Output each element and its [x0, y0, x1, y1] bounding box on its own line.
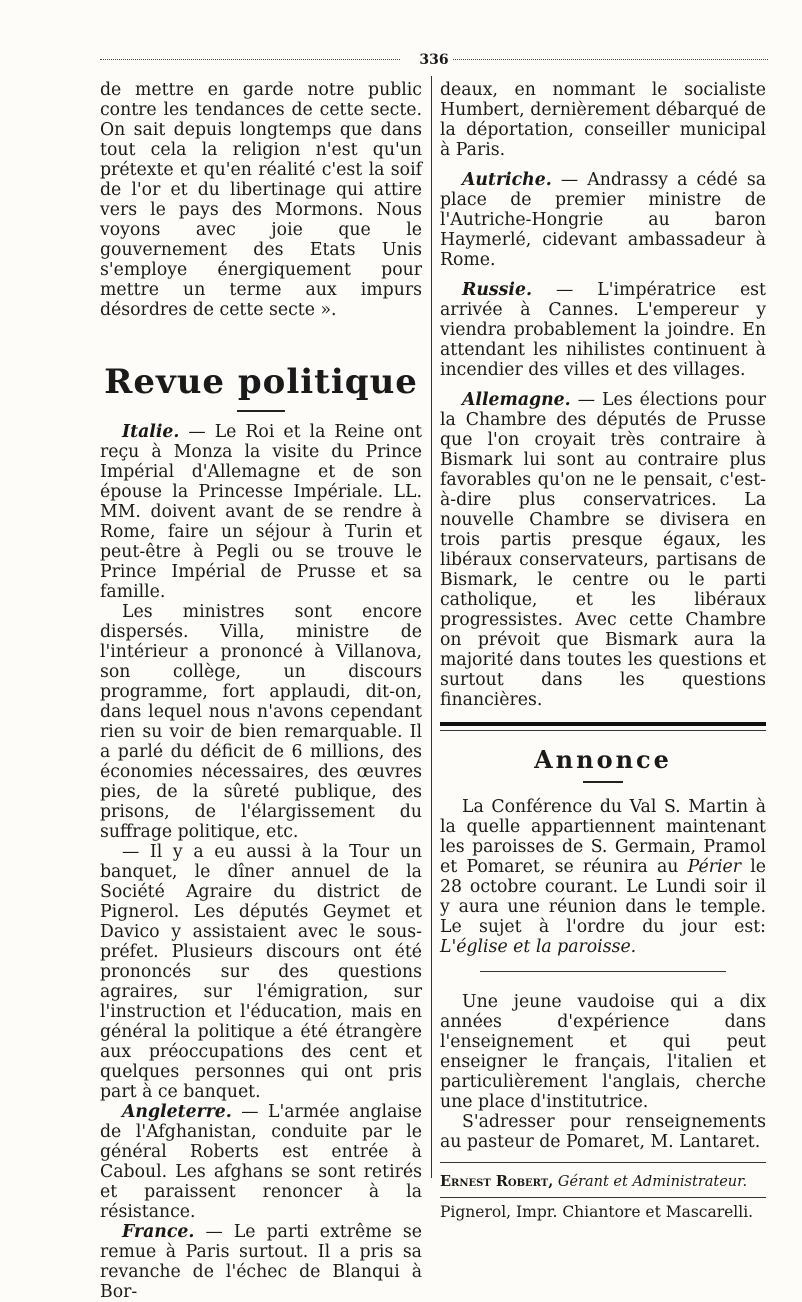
autriche-text: — Andrassy a cédé sa place de premier ministre de l'Autriche-Hongrie au baron Haymerlé, cidevant ambassadeur à Rome. — [440, 170, 766, 270]
italie-banquet-paragraph: — Il y a eu aussi à la Tour un banquet, le dîner annuel de la Société Agraire du district de Pignerol. Les députés Geymet et Davico y assistaient avec le sous-préfet. Plusieurs discours ont été prononcés sur des questions agraires, sur l'émigration, sur l'instruction et l'éducation, mais en général la politique a été étrangère aux préoccupations des cent et quelques personnes qui ont pris part à ce banquet. — [100, 842, 422, 1102]
column-divider — [431, 76, 432, 1178]
autriche-label: Autriche. — [462, 170, 552, 190]
italie-ministres-paragraph: Les ministres sont encore dispersés. Villa, ministre de l'intérieur a prononcé à Villanova, son collège, un discours programme, fort applaudi, dit-on, dans lequel nous n'avons cependant rien su voir de bien remarquable. Il a parlé du déficit de 6 millions, des économies nécessaires, des œuvres pies, de la sûreté publique, des prisons, de l'élargissement du suffrage politique, etc. — [100, 602, 422, 842]
france-label: France. — [122, 1222, 195, 1242]
annonce-place: Périer — [687, 856, 742, 877]
footer-rule — [440, 1162, 766, 1163]
annonce-text-a: La Conférence du Val S. Martin à la quelle appartiennent maintenant les paroisses de S. Germain, Pramol et Pomaret, se réunira au — [440, 796, 766, 877]
russie-text: — L'impératrice est arrivée à Cannes. L'empereur y viendra probablement la joindre. En attendant les nihilistes continuent à incendier des villes et des villages. — [440, 280, 766, 380]
annonce-title: Annonce — [534, 745, 672, 774]
italie-paragraph — [100, 422, 422, 602]
france-continuation: deaux, en nommant le socialiste Humbert, dernièrement débarqué de la déportation, conseiller municipal à Paris. — [440, 80, 766, 160]
page-header — [100, 52, 768, 68]
angleterre-text: — L'armée anglaise de l'Afghanistan, conduite par le général Roberts est entrée à Caboul. Les afghans se sont retirés et paraissent renoncer à la résistance. — [100, 1102, 422, 1222]
annonce-topic: L'église et la paroisse. — [440, 936, 637, 957]
italie-label: Italie. — [122, 422, 180, 442]
allemagne-paragraph — [440, 390, 766, 710]
russie-label: Russie. — [462, 280, 532, 300]
france-text: — Le parti extrême se remue à Paris surtout. Il a pris sa revanche de l'échec de Blanqui à Bor- — [100, 1222, 422, 1302]
section-divider-thin — [440, 730, 766, 731]
right-column — [440, 80, 766, 1224]
gerant-name: Ernest Robert, — [440, 1172, 554, 1190]
section-divider-thick — [440, 722, 766, 726]
gerant-line — [440, 1171, 766, 1193]
angleterre-paragraph — [100, 1102, 422, 1222]
angleterre-label: Angleterre. — [122, 1102, 232, 1122]
contact-paragraph: S'adresser pour renseignements au pasteur de Pomaret, M. Lantaret. — [440, 1111, 766, 1152]
intro-paragraph: de mettre en garde notre public contre les tendances de cette secte. On sait depuis longtemps que dans tout cela la religion n'est qu'un prétexte et qu'en réalité c'est la soif de l'or et du libertinage qui attire vers le pays des Mormons. Nous voyons avec joie que le gouvernement des Etats Unis s'employe énergiquement pour mettre un terme aux impurs désordres de cette secte ». — [100, 80, 422, 320]
institutrice-paragraph: Une jeune vaudoise qui a dix années d'expérience dans l'enseignement et qui peut enseigner le français, l'italien et particulièrement l'anglais, cherche une place d'institutrice. — [440, 991, 766, 1112]
gerant-role: Gérant et Administrateur. — [557, 1173, 748, 1190]
annonce-text-b: le 28 octobre courant. Le Lundi soir il y aura une réunion dans le temple. Le sujet à l'ordre du jour est: — [440, 856, 767, 937]
autriche-paragraph — [440, 170, 766, 270]
page-number: 336 — [415, 52, 452, 68]
russie-paragraph — [440, 280, 766, 380]
italie-text: — Le Roi et la Reine ont reçu à Monza la visite du Prince Impérial d'Allemagne et de son épouse la Princesse Impériale. LL. MM. doivent avant de se rendre à Rome, faire un séjour à Turin et peut-être à Pegli ou se trouve le Prince Impérial de Prusse et sa famille. — [100, 422, 422, 602]
header-ornament-left — [100, 59, 400, 64]
printer-line: Pignerol, Impr. Chiantore et Mascarelli. — [440, 1197, 766, 1224]
annonce-rule — [583, 781, 623, 783]
section-title: Revue politique — [104, 362, 418, 402]
allemagne-text: — Les élections pour la Chambre des députés de Prusse que l'on croyait très contraire à Bismark lui sont au contraire plus favorables qu'on ne le pensait, c'est-à-dire plus conservatrices. La nouvelle Chambre se divisera en trois partis presque égaux, les libéraux conservateurs, partisans de Bismark, le centre ou le parti catholique, et les libéraux progressistes. Avec cette Chambre on prévoit que Bismark aura la majorité dans toutes les questions et surtout dans les questions financières. — [440, 390, 766, 710]
title-rule — [237, 410, 285, 412]
annonce-separator — [480, 971, 726, 972]
header-ornament-right — [438, 59, 768, 64]
allemagne-label: Allemagne. — [462, 390, 571, 410]
france-paragraph — [100, 1222, 422, 1302]
left-column — [100, 80, 422, 1302]
annonce-conference-paragraph — [440, 797, 766, 957]
